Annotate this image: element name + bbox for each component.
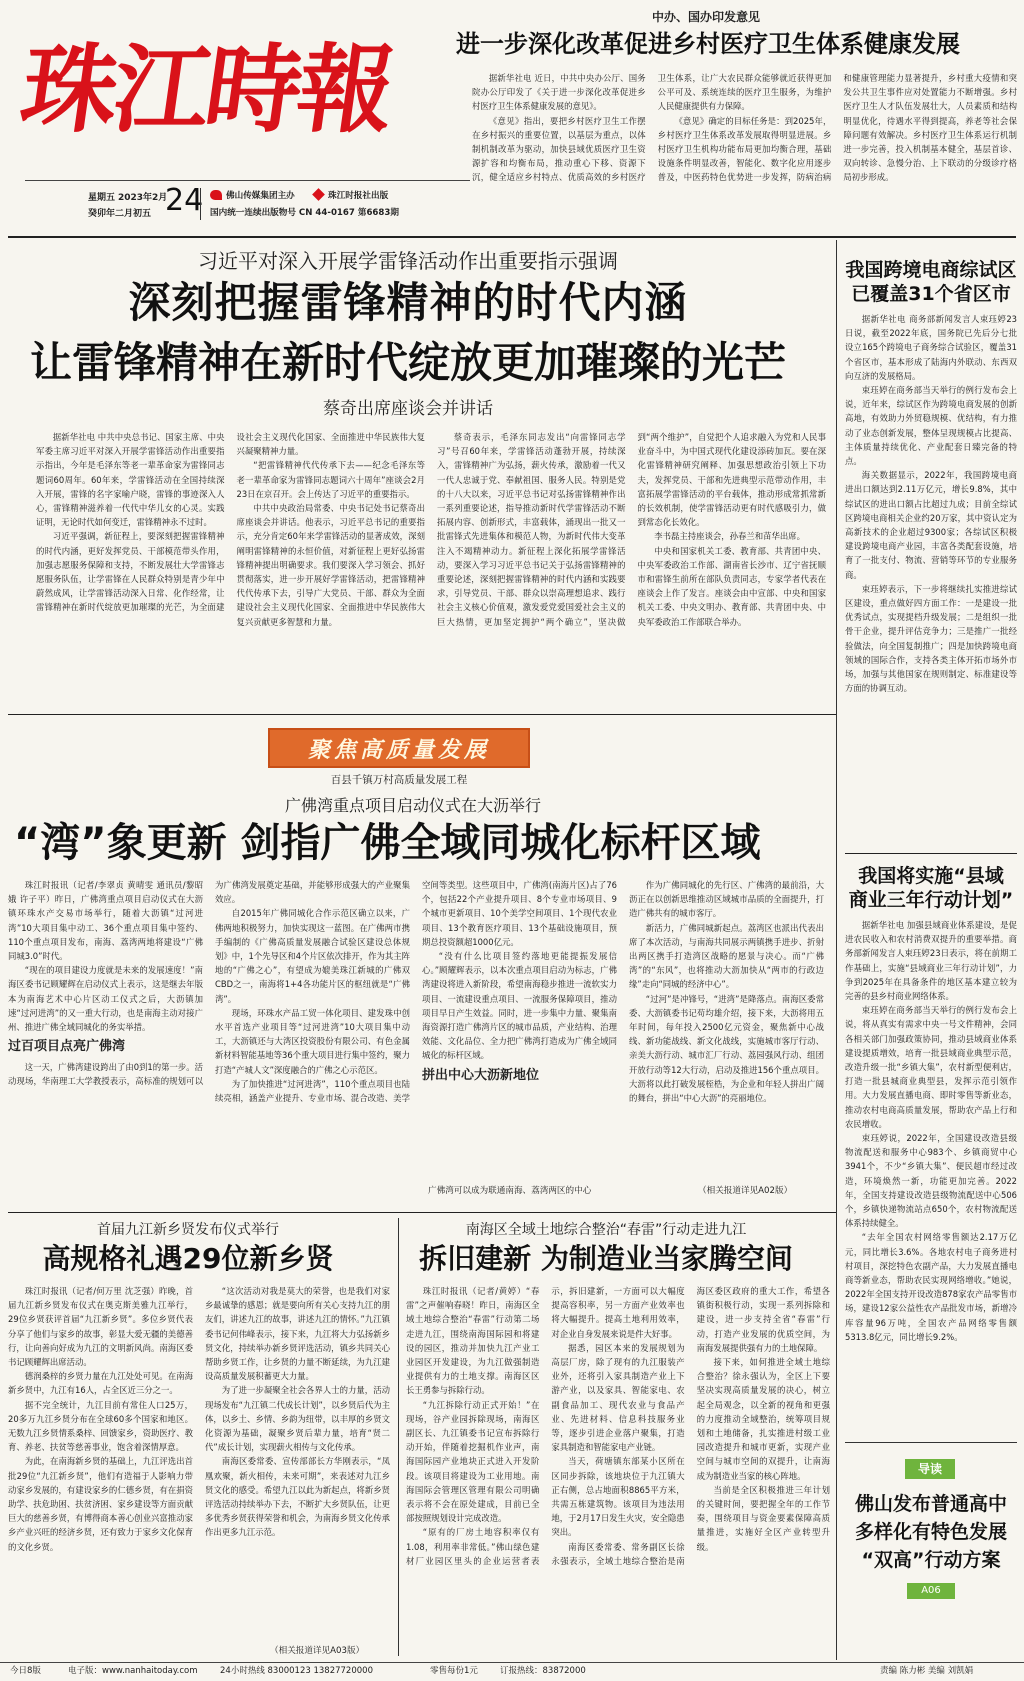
paragraph: 为此，在南海新乡贤的基础上，九江评选出首批29位“九江新乡贤”，他们有造福于人影响力带动家乡发展的，有建设家乡的仁德乡贤，有在捐资助学、扶危助困、扶贫济困、家乡建设等方面贡献巨大的慈善乡贤，有博得商本善心创业兴富推动家乡产业兴旺的经济乡贤，还有致力于家乡文化保育的文化乡贤。 xyxy=(8,1456,193,1552)
paragraph: “去年全国农村网络零售额达2.17万亿元，同比增长3.6%。各地农村电子商务进村村项目，深挖特色农副产品，大力发展直播电商等新业态，帮助农民实现网络增收。”她说，2022年全国支持开设改造878家农产品零售市场，建设12家公益性农产品批发市场，新增冷库容量96万吨，全国农产品网络零售额5313.8亿元，同比增长9.2%。 xyxy=(845,1232,1017,1342)
greater-bay-story xyxy=(8,792,828,1202)
paragraph: 为了进一步凝聚全社会各界人士的力量，活动现场发布“九江镇二代成长计划”，以乡贤后代为主体，以乡土、乡情、乡韵为纽带，以丰厚的乡贤文化资源为基础，凝聚乡贤后辈力量，培育“贤二代”成长计划，实现薪火相传与文化传承。 xyxy=(205,1385,390,1453)
paragraph: “没有什么比项目签约落地更能提振发展信心。”顾耀辉表示，以本次重点项目启动为标志，广佛湾建设将进入新阶段，希望南海稳步推进一流软实力项目、一流建设重点项目、一流服务保障项目，推动项目早日产生效益。同时，进一步集中力量、聚集南海资源打造广佛湾片区的城市品质，产业结构、治理效能、文化品位、全力把广佛湾打造成为广佛全域同城化的标杆区域。 xyxy=(422,951,617,1061)
land-rehab-body xyxy=(406,1284,830,1659)
paragraph: 南海区委常委、宣传部部长方华刚表示，“凤凰欢聚，新火相传，未来可期”，来表述对九江乡贤文化的感受。希望九江以此为新起点，将新乡贤评选活动持续举办下去，不断扩大乡贤队伍，让更多优秀乡贤获得荣誉和机会，为南海乡贤文化传承作出更多九江示范。 xyxy=(205,1456,390,1538)
lead-title-line-2: 让雷锋精神在新时代绽放更加璀璨的光芒 xyxy=(29,338,786,387)
paragraph: 珠江时报讯（记者/李翠贞 黄晴雯 通讯员/黎昭娥 许子平）昨日，广佛湾重点项目启动仪式在大沥镇环珠水产交易市场举行，随着大沥镇“过河进湾”10大项目集中动工、36个重点项目集中签约、110个重点项目发布，南海、荔湾两地将建设“广佛同城3.0”时代。 xyxy=(8,880,203,962)
land-rehab-kicker: 南海区全域土地综合整治“春雷”行动走进九江 xyxy=(465,1222,747,1238)
paragraph: “现在的项目建设力度就是未来的发展速度！”南海区委书记顾耀辉在启动仪式上表示，这是继去年版本为南海艺术中心片区动工仪式之后，大沥镇加速“过河进湾”的又一重大行动，也是南海主动对接广州、推进广佛全域同城化的务实举措。 xyxy=(8,965,203,1033)
ecommerce-story xyxy=(845,258,1017,848)
guide-page-link[interactable]: A06 xyxy=(907,1583,955,1599)
day-number: 24 xyxy=(165,183,204,218)
paragraph: 束珏婷在商务部当天举行的例行发布会上说，将从真实有需求中央一号文件精神，会同各相关部门加强政策协同，推动县域商业体系建设提质增效，培育一批县域商业典型示范，改造升级一批“乡镇大集”，农村新型便利店，打造一批县城商业典型县，发挥示范引领作用。大力发展直播电商、即时零售等新业态，推动农村电商高质量发展，帮助农产品上行和农民增收。 xyxy=(845,1005,1017,1129)
paragraph: 束珏婷说，2022年，全国建设改造县级物流配送和服务中心983个、乡镇商贸中心3941个，不少“乡镇大集”、便民超市经过改造，环境焕然一新，功能更加完善。2022年，全国支持建设改造县级物流配送中心506个，乡镇快递物流站点650个，农村物流配送体系持续健全。 xyxy=(845,1133,1017,1229)
paragraph: 据新华社电 商务部新闻发言人束珏婷23日说，截至2022年底，国务院已先后分七批设立165个跨境电子商务综合试验区，覆盖31个省区市，基本形成了陆海内外联动、东西双向互济的发展格局。 xyxy=(845,314,1017,381)
paragraph: “过河”是冲锋号，“进湾”是降落点。南海区委常委、大沥镇委书记苟均雄介绍，接下来，大沥将用五年时间，每年投入2500亿元资金，聚焦新中心战线、新功能战线、新文化战线，实施城市客厅行动、亲美大沥行动、城市汇厂行动、荔园强风行动、组团开放行动等12大行动，启动及推进156个重点项目。大沥将以此打破发展桎梏，为企业和年轻人拼出广阔的舞台，拼出“中心大沥”的亮丽地位。 xyxy=(629,993,824,1104)
footer-hotline: 24小时热线 83000123 13827720000 xyxy=(220,1666,373,1676)
paragraph: 蔡奇表示，毛泽东同志发出“向雷锋同志学习”号召60年来，学雷锋活动蓬勃开展，持续深入，雷锋精神广为弘扬，薪火传承，激励着一代又一代人忠诚于党、奉献祖国、服务人民。特别是党的十八大以来，习近平总书记对弘扬雷锋精神作出一系列重要论述，指导推动新时代学雷锋活动不断拓展内容、创新形式，丰富载体，涌现出一批又一批雷锋式先进集体和模范人物，为新时代伟大变革注入不竭精神动力。新征程上深化拓展学雷锋活动，要深入学习习近平总书记关于弘扬雷锋精神的重要论述，深刻把握雷锋精神的时代内涵和实践要求，引导党员、干部、群众以崇高理想追求、践行社会主义核心价值观，激发爱党爱国爱社会主义的巨大热情，更加坚定拥护“两个确立”，坚决做到“两个维护”，自觉把个人追求融入为党和人民事业奋斗中，为中国式现代化建设添砖加瓦。要在深化雷锋精神研究阐释、加强思想政治引领上下功夫，发挥党员、干部和先进典型示范带动作用，丰富拓展学雷锋活动的平台载体，推动形成常抓常新的长效机制，使学雷锋活动更有时代感吸引力，做到常态化长效化。 xyxy=(437,432,826,627)
footer-subscribe: 订报热线：83872000 xyxy=(500,1666,586,1676)
divider xyxy=(8,714,836,715)
focus-banner xyxy=(268,728,530,768)
paragraph: 据新华社电 中共中央总书记、国家主席、中央军委主席习近平对深入开展学雷锋活动作出重要指示指出，今年是毛泽东等老一辈革命家为雷锋同志题词60周年。60年来，学雷锋活动在全国持续深入开展，雷锋的名字家喻户晓，雷锋的事迹深入人心，雷锋精神滋养着一代代中华儿女的心灵。实践证明，无论时代如何变迁，雷锋精神永不过时。 xyxy=(36,432,225,528)
paragraph: 德润桑梓的乡贤力量在九江处处可见。在南海新乡贤中，九江有16人，占全区近三分之一。 xyxy=(8,1371,193,1396)
ecommerce-body xyxy=(845,312,1017,840)
top-story-body xyxy=(472,71,1017,233)
ecommerce-title-line-2: 已覆盖31个省区市 xyxy=(851,283,1011,305)
paragraph: 据新华社电 加强县域商业体系建设，是促进农民收入和农村消费双提升的重要举措。商务部新闻发言人束珏婷23日表示，将在前期工作基础上，实施“县域商业三年行动计划”，力争到2025年在具备条件的地区基本建立较为完善的县乡村商业网络体系。 xyxy=(845,920,1017,1002)
paragraph: 当前是全区积极推进三年计划的关键时间，要把握全年的工作节奏，围绕项目与资金要素保障高质量推进，实施好全区产业转型升级。 xyxy=(696,1484,830,1552)
lunar-date: 癸卯年二月初五 xyxy=(88,209,152,219)
land-rehab-title: 拆旧建新 为制造业当家腾空间 xyxy=(419,1242,793,1275)
paragraph: 作为广佛同城化的先行区、广佛湾的最前沿，大沥正在以创新思维推动区域城市品质的全面提升，打造广佛共有的城市客厅。 xyxy=(629,880,824,919)
paragraph: 束珏婷表示，下一步将继续扎实推进综试区建设，重点做好四方面工作：一是建设一批优秀试点，实现提档升级发展；二是组织一批骨干企业，提升评估竞争力；三是推广一批经验做法，向全国复制推广；四是加快跨境电商领域的国际合作，支持各类主体开拓市场外市场，加强与其他国家在规则制定、标准建设等方面的协调互动。 xyxy=(845,583,1017,694)
land-rehab-story xyxy=(406,1220,830,1658)
paragraph: 海关数据显示，2022年，我国跨境电商进出口额达到2.11万亿元，增长9.8%，其中综试区的进出口额占比超过九成；目前全综试区跨境电商相关企业约20万家，其中资认定为高新技术的企业超过9300家；各综试区积极建设跨境电商产业园，丰富各类配套设施，培育了一批支付、物流、营销等环节的专业服务商。 xyxy=(845,470,1017,580)
county-body xyxy=(845,918,1017,1412)
footer-editor: 责编 陈力彬 美编 刘凯娟 xyxy=(880,1666,974,1676)
paragraph: 新活力，广佛同城新起点。荔湾区也派出代表出席了本次活动，与南海共同展示两镇携手进步、折射出两区携手打造湾区战略的愿景与决心。而“广佛湾”的“东风”，也将推动大沥加快从“两市的行政边缘”走向“同城的经济中心”。 xyxy=(629,922,824,990)
lead-title-line-1: 深刻把握雷锋精神的时代内涵 xyxy=(128,278,688,327)
footer-price: 零售每份1元 xyxy=(430,1666,478,1676)
paragraph: “把雷锋精神代代传承下去——纪念毛泽东等老一辈革命家为雷锋同志题词六十周年”座谈会2月23日在京召开。会上传达了习近平的重要指示。 xyxy=(236,460,425,499)
top-story-kicker: 中办、国办印发意见 xyxy=(652,10,761,24)
column-divider xyxy=(836,240,837,1660)
greater-bay-caption: 广佛湾可以成为联通南海、荔湾两区的中心 xyxy=(428,1186,592,1196)
new-gentry-kicker: 首届九江新乡贤发布仪式举行 xyxy=(97,1222,279,1238)
sponsor-logo-icon xyxy=(210,190,222,200)
date: 2023年2月 xyxy=(118,193,168,203)
paragraph: 据不完全统计，九江目前有常住人口25万，20多万九江乡贤分布在全球60多个国家和地区。无数九江乡贤情系桑梓、回馈家乡，资助医疗、教育、养老、扶贫等慈善事业，饱含着深情厚意。 xyxy=(8,1399,193,1453)
guide-title-line-1: 佛山发布普通高中 xyxy=(854,1493,1007,1515)
paragraph: 中央和国家机关工委、教育部、共青团中央、中央军委政治工作部、湖南省长沙市、辽宁省抚顺市和雷锋生前所在部队负责同志，专家学者代表在座谈会上作了发言。座谈会由中宣部、中央和国家机关工委、中央文明办、教育部、共青团中央、中央军委政治工作部联合举办。 xyxy=(637,545,826,627)
lead-body xyxy=(36,430,826,700)
greater-bay-ref: （相关报道详见A02版） xyxy=(698,1186,793,1196)
lead-story xyxy=(8,240,828,710)
divider xyxy=(8,236,1016,238)
paragraph: 据新华社电 近日，中共中央办公厅、国务院办公厅印发了《关于进一步深化改革促进乡村医疗卫生体系健康发展的意见》。 xyxy=(472,73,646,112)
paragraph: “九江拆除行动正式开始！”在现场，谷产业园拆除现场，南海区副区长、九江镇委书记宣布拆除行动开始，伴随着挖掘机作业声，南海国际园产业地块正式进入开发阶段。该项目将建设为工业用地。南海国际会管理区管理有限公司明确表示将不会在原处建成，目前已全部按照规划设计完成改造。 xyxy=(406,1399,540,1524)
new-gentry-story xyxy=(8,1220,390,1658)
county-title-line-2: 商业三年行动计划” xyxy=(848,889,1014,911)
focus-banner-label: 聚焦高质量发展 xyxy=(307,737,490,763)
guide-title-line-3: “双高”行动方案 xyxy=(861,1549,1001,1571)
county-title-line-1: 我国将实施“县域 xyxy=(858,865,1004,887)
serial-number: 国内统一连续出版物号 CN 44-0167 第6683期 xyxy=(210,208,399,218)
new-gentry-body xyxy=(8,1284,390,1639)
paragraph: 当天，荷塘镇东部某小区所在区同步拆除，该地块位于九江镇大正右侧，总占地面积8865平方米，共需五栋建筑物。该项目为违法用地，于2月17日发生火灾，安全隐患突出。 xyxy=(551,1456,685,1538)
new-gentry-title: 高规格礼遇29位新乡贤 xyxy=(42,1242,334,1275)
guide-title-line-2: 多样化有特色发展 xyxy=(854,1521,1007,1543)
greater-bay-title: “湾”象更新 剑指广佛全域同城化标杆区域 xyxy=(14,820,761,866)
guide-tag: 导读 xyxy=(905,1459,955,1479)
weekday: 星期五 xyxy=(88,193,116,203)
paragraph: “原有的厂房土地容积率仅有1.08，利用率非常低。”佛山绿色建材厂业园区里头的企业运营者表示，拆旧建新，一方面可以大幅度提高容积率，另一方面产业效率也将大幅提升。提高土地利用效率，对企业自身发展来说是件大好事。 xyxy=(406,1286,685,1566)
paragraph: 为了加快推进“过河进湾”，110个重点项目也陆续亮相，涵盖产业提升、专业市场、混合改造、美学空间等类型。这些项目中，广佛湾(南海片区)占了76个，包括22个产业提升项目、8个专业市场项目、9个城市更新项目、10个美学空间项目、1个现代农业项目、13个教育医疗项目、13个基础设施项目，预期总投资额超1000亿元。 xyxy=(215,880,617,1104)
lead-subtitle: 蔡奇出席座谈会并讲话 xyxy=(323,399,493,419)
paragraph: 这一天，广佛湾建设跨出了由0到1的第一步。活动现场，华南理工大学教授表示，高标准的规划可以为广佛湾发展奠定基础，并能够形成强大的产业聚集效应。 xyxy=(8,880,410,1087)
paragraph: 束珏婷在商务部当天举行的例行发布会上说，近年来，综试区作为跨境电商发展的创新高地，有效助力外贸稳规模、优结构，有力推动了业态创新发展，整体呈现规模占比提高、主体质量持续优化、产业配套日臻完备的特点。 xyxy=(845,385,1017,467)
greater-bay-body xyxy=(8,878,824,1182)
paragraph: 现场，环珠水产品工贸一体化项目、建发珠中创水平首选产业项目等“过河进湾”10大项目集中动工，大沥镇还与大湾区投资股份有限公司、有色金属新材料智能基地等36个重大项目进行集中签约，聚力打造“产城人文”深度融合的广佛之心示范区。 xyxy=(215,1007,410,1075)
paragraph: 自2015年广佛同城化合作示范区确立以来，广佛两地积极努力，加快实现这一蓝图。在广佛两市携手编制的《广佛高质量发展融合试验区建设总体规划》中，1个先导区和4个片区依次排开，作为其主阵地的“广佛之心”，有望成为媲美珠江新城的广佛双CBD之一，南海将1+4各功能片区的枢纽就是“广佛湾”。 xyxy=(215,908,410,1004)
footer-email[interactable]: 电子版：www.nanhaitoday.com xyxy=(68,1666,198,1676)
paragraph: 接下来，如何推进全域土地综合整治？徐永强认为，全区上下要坚决实现高质量发展的决心，树立起全局观念，以全新的视角和更强的力度推动全域整治，统筹项目规划和土地储备，扎实推进村级工业园改造提升和城市更新，实现产业空间与城市空间的双提升，让南海成为制造业当家的核心阵地。 xyxy=(696,1357,830,1481)
greater-bay-subhead-1: 过百项目点亮广佛湾 xyxy=(8,1039,126,1055)
guide-box xyxy=(845,1442,1017,1656)
newspaper-logo: 珠江時報 xyxy=(14,33,399,146)
divider xyxy=(8,1212,836,1213)
footer xyxy=(0,1662,1024,1681)
paragraph: 珠江时报讯（记者/何万里 沈芝强）昨晚，首届九江新乡贤发布仪式在奥克斯美雅九江举行，29位乡贤获评首届“九江新乡贤”。多位乡贤代表分享了他们与家乡的故事，彰显大爱无疆的美德善行，让向善向好成为九江的文明新风尚。南海区委书记顾耀辉出席活动。 xyxy=(8,1286,193,1368)
sponsor-2-icon xyxy=(312,188,325,201)
paragraph: 李书磊主持座谈会，孙春兰和苗华出席。 xyxy=(654,531,806,542)
footer-pages: 今日8版 xyxy=(10,1666,41,1676)
paragraph: 《意见》确定的目标任务是：到2025年，乡村医疗卫生体系改革发展取得明显进展。乡村医疗卫生机构功能布局更加均衡合理，基础设施条件明显改善，智能化、数字化应用逐步普及，中医药特色优势进一步发挥，防病治病和健康管理能力显著提升，乡村重大疫情和突发公共卫生事件应对处置能力不断增强。乡村医疗卫生人才队伍发展壮大，人员素质和结构明显优化，待遇水平得到提高，养老等社会保障问题有效解决。乡村医疗卫生体系运行机制进一步完善，投入机制基本健全，基层首诊、双向转诊、急慢分治、上下联动的分级诊疗格局初步形成。 xyxy=(657,73,1017,183)
new-gentry-ref: （相关报道详见A03版） xyxy=(270,1646,365,1656)
ecommerce-title-line-1: 我国跨境电商综试区 xyxy=(845,259,1017,281)
sponsor-2: 珠江时报社出版 xyxy=(328,191,389,201)
lead-kicker: 习近平对深入开展学雷锋活动作出重要指示强调 xyxy=(198,249,618,273)
paragraph: 中共中央政治局常委、中央书记处书记蔡奇出席座谈会并讲话。他表示，习近平总书记的重要指示，充分肯定60年来学雷锋活动的显著成效，深刻阐明雷锋精神的永恒价值，对新征程上更好弘扬雷锋精神提出明确要求。我们要深入学习领会、抓好贯彻落实，进一步开展好学雷锋活动，把雷锋精神代代传承下去，引导广大党员、干部、群众为全面建设社会主义现代化国家、全面推进中华民族伟大复兴贡献更多智慧和力量。 xyxy=(236,503,425,627)
top-story-title: 进一步深化改革促进乡村医疗卫生体系健康发展 xyxy=(456,30,960,58)
top-story xyxy=(456,8,1017,233)
county-commerce-story xyxy=(845,864,1017,1420)
column-divider xyxy=(398,1218,399,1656)
paragraph: 南海区委常委、常务副区长徐永强表示，全域土地综合整治是南海区委区政府的重大工作，希望各镇街积极行动，实现一系列拆除和建设，进一步支持全省“春雷”行动，打造产业发展的优质空间，为南海发展提供强有力的土地保障。 xyxy=(551,1286,830,1566)
paragraph: “这次活动对我是莫大的荣誉，也是我们对家乡最诚挚的感恩；就是要向所有关心支持九江的朋友们，讲述九江的故事，讲述九江的情怀。”九江镇委书记何伟峰表示，接下来，九江将大力弘扬新乡贤文化，持续举办新乡贤评选活动，镇乡共同关心帮助乡贤工作，让乡贤的力量不断延续，为九江建设高质量发展积蓄更大力量。 xyxy=(205,1286,390,1382)
paragraph: 据悉，园区本来的发展规划为高层厂房，除了现有的九江服装产业外，还将引入家具制造产业上下游产业，以及家具、智能家电、农副食品加工、现代农业与食品产业、先进材料、信息科技服务业等，逐步引进企业落户聚集，打造家具制造和智能家电产业链。 xyxy=(551,1342,685,1453)
focus-banner-sub: 百县千镇万村高质量发展工程 xyxy=(330,774,468,786)
sponsor-1: 佛山传媒集团主办 xyxy=(226,191,295,201)
greater-bay-kicker: 广佛湾重点项目启动仪式在大沥举行 xyxy=(284,796,541,815)
paragraph: 习近平强调，新征程上，要深刻把握雷锋精神的时代内涵，更好发挥党员、干部模范带头作用，加强志愿服务保障和支持，不断发展壮大学雷锋志愿服务队伍，让学雷锋在人民群众特别是青少年中蔚然成风，让学雷锋活动深入日常、化作经常，让雷锋精神在新时代绽放更加璀璨的光芒，为全面建设社会主义现代化国家、全面推进中华民族伟大复兴凝聚精神力量。 xyxy=(36,432,425,613)
masthead xyxy=(0,0,470,232)
greater-bay-subhead-2: 拼出中心大沥新地位 xyxy=(422,1067,540,1083)
paragraph: 珠江时报讯（记者/黄婷）“春雷”之声催响春晓！昨日，南海区全域土地综合整治“春雷”行动第二场走进九江，围绕南海国际园和将建设的园区，推动并加快九江产业工业园区开发建设，为九江做强制造业提供有力的土地支撑。南海区区长王勇参与拆除行动。 xyxy=(406,1286,540,1396)
divider xyxy=(845,853,1017,854)
paragraph: 《意见》指出，要把乡村医疗卫生工作摆在乡村振兴的重要位置，以基层为重点，以体制机制改革为驱动，加快县域优质医疗卫生资源扩容和均衡布局，推动重心下移、资源下沉，健全适应乡村特点、优质高效的乡村医疗卫生体系，让广大农民群众能够就近获得更加公平可及、系统连续的医疗卫生服务，为维护人民健康提供有力保障。 xyxy=(472,73,832,183)
